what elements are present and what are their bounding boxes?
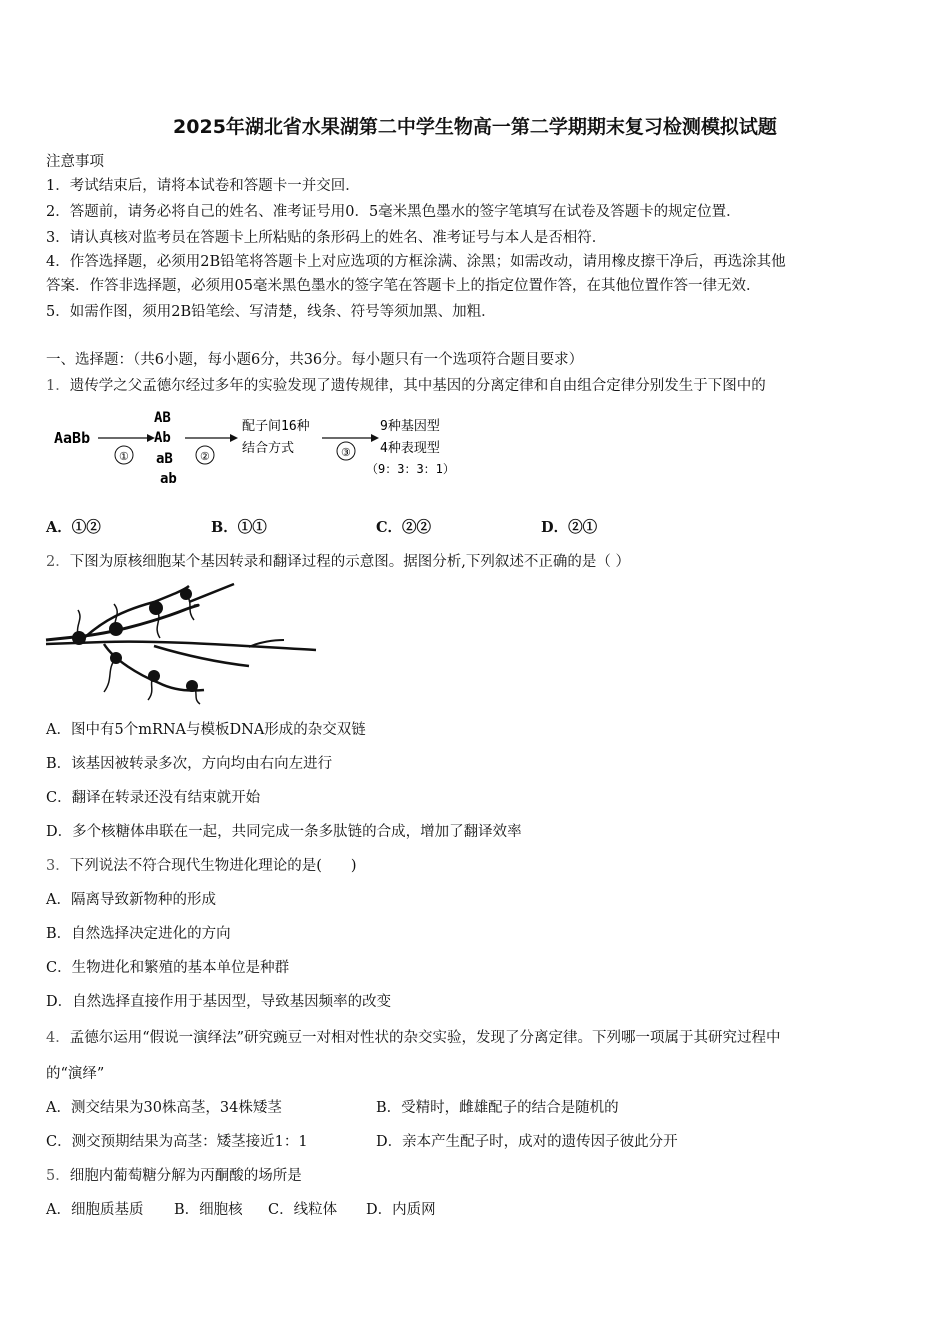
question-1 [46, 376, 766, 396]
option-a[interactable]: A．细胞质基质 [46, 1202, 144, 1218]
option-a[interactable]: A．测交结果为30株高茎，34株矮茎 [46, 1100, 282, 1116]
option-b[interactable]: B．受精时，雌雄配子的结合是随机的 [376, 1100, 619, 1116]
notice-item: 5．如需作图，须用2B铅笔绘、写清楚，线条、符号等须加黑、加粗． [46, 304, 496, 320]
option-c[interactable]: C．测交预期结果为高茎：矮茎接近1：1 [46, 1134, 308, 1150]
mrna-strand [189, 584, 234, 602]
dna-strand [46, 605, 198, 640]
option-d[interactable]: D．自然选择直接作用于基因型，导致基因频率的改变 [46, 994, 392, 1010]
notice-item: 2．答题前，请务必将自己的姓名、准考证号用0．5毫米黑色墨水的签字笔填写在试卷及答题卡的规定位置． [46, 204, 741, 220]
q2-figure [44, 580, 324, 705]
option-c[interactable]: C．②② [376, 519, 432, 536]
q1-figure [50, 405, 480, 490]
notice-item: 1．考试结束后，请将本试卷和答题卡一并交回． [46, 178, 360, 194]
question-number: 2． [46, 554, 70, 570]
result-text: 4种表现型 [380, 441, 440, 456]
gamete: AB [154, 410, 171, 426]
gamete: Ab [154, 430, 171, 446]
question-number: 1． [46, 378, 70, 394]
question-4 [46, 1028, 781, 1048]
dna-strand [46, 642, 316, 650]
question-3 [46, 856, 357, 876]
option-a[interactable]: A．隔离导致新物种的形成 [46, 892, 216, 908]
option-d[interactable]: D．②① [541, 519, 598, 536]
question-text: 下列说法不符合现代生物进化理论的是( ) [69, 858, 357, 874]
option-c[interactable]: C．线粒体 [268, 1202, 338, 1218]
option-c[interactable]: C．翻译在转录还没有结束就开始 [46, 790, 261, 806]
question-text: 下图为原核细胞某个基因转录和翻译过程的示意图。据图分析,下列叙述不正确的是（ ） [69, 554, 630, 570]
step-3-label: ③ [341, 446, 351, 459]
option-b[interactable]: B．细胞核 [174, 1202, 243, 1218]
question-number: 4． [46, 1030, 70, 1046]
result-text: 9种基因型 [380, 419, 440, 434]
question-text: 孟德尔运用“假说一演绎法”研究豌豆一对相对性状的杂交实验，发现了分离定律。下列哪一项属于其研究过程中 [69, 1030, 781, 1046]
option-b[interactable]: B．该基因被转录多次，方向均由右向左进行 [46, 756, 333, 772]
result-ratio: （9：3：3：1） [366, 462, 455, 476]
step-2-label: ② [200, 450, 210, 463]
combination-text: 结合方式 [242, 441, 295, 456]
option-b[interactable]: B．自然选择决定进化的方向 [46, 926, 231, 942]
notice-heading: 注意事项 [46, 154, 104, 170]
page-title: 2025年湖北省水果湖第二中学生物高一第二学期期末复习检测模拟试题 [173, 116, 777, 138]
question-text: 细胞内葡萄糖分解为丙酮酸的场所是 [69, 1168, 302, 1184]
question-4-continued: 的“演绎” [46, 1066, 105, 1082]
question-number: 5． [46, 1168, 70, 1184]
option-a[interactable]: A．图中有5个mRNA与模板DNA形成的杂交双链 [46, 722, 366, 738]
notice-item: 3．请认真核对监考员在答题卡上所粘贴的条形码上的姓名、准考证号与本人是否相符． [46, 230, 607, 246]
notice-item: 答案．作答非选择题，必须用05毫米黑色墨水的签字笔在答题卡上的指定位置作答，在其他位置作答一律无效． [46, 278, 761, 294]
mrna-strand [154, 646, 249, 666]
question-number: 3． [46, 858, 70, 874]
mrna-strand [84, 586, 189, 638]
section-heading: 一、选择题：（共6小题，每小题6分，共36分。每小题只有一个选项符合题目要求） [46, 352, 584, 368]
combination-text: 配子间16种 [242, 419, 310, 434]
option-b[interactable]: B．①① [211, 519, 267, 536]
option-a[interactable]: A．①② [46, 519, 101, 536]
option-d[interactable]: D．内质网 [366, 1202, 436, 1218]
arrow-3-head [371, 434, 379, 442]
option-d[interactable]: D．亲本产生配子时，成对的遗传因子彼此分开 [376, 1134, 678, 1150]
parent-genotype: AaBb [54, 429, 91, 447]
option-d[interactable]: D．多个核糖体串联在一起，共同完成一条多肽链的合成，增加了翻译效率 [46, 824, 522, 840]
step-1-label: ① [119, 450, 129, 463]
question-2 [46, 552, 630, 572]
question-text: 遗传学之父孟德尔经过多年的实验发现了遗传规律，其中基因的分离定律和自由组合定律分别发生于下图中的 [69, 378, 766, 394]
arrow-2-head [230, 434, 238, 442]
notice-item: 4．作答选择题，必须用2B铅笔将答题卡上对应选项的方框涂满、涂黑；如需改动，请用橡皮擦干净后，再选涂其他 [46, 254, 786, 270]
option-c[interactable]: C．生物进化和繁殖的基本单位是种群 [46, 960, 290, 976]
gamete: ab [160, 471, 177, 487]
question-5 [46, 1166, 302, 1186]
gamete: aB [156, 451, 173, 467]
